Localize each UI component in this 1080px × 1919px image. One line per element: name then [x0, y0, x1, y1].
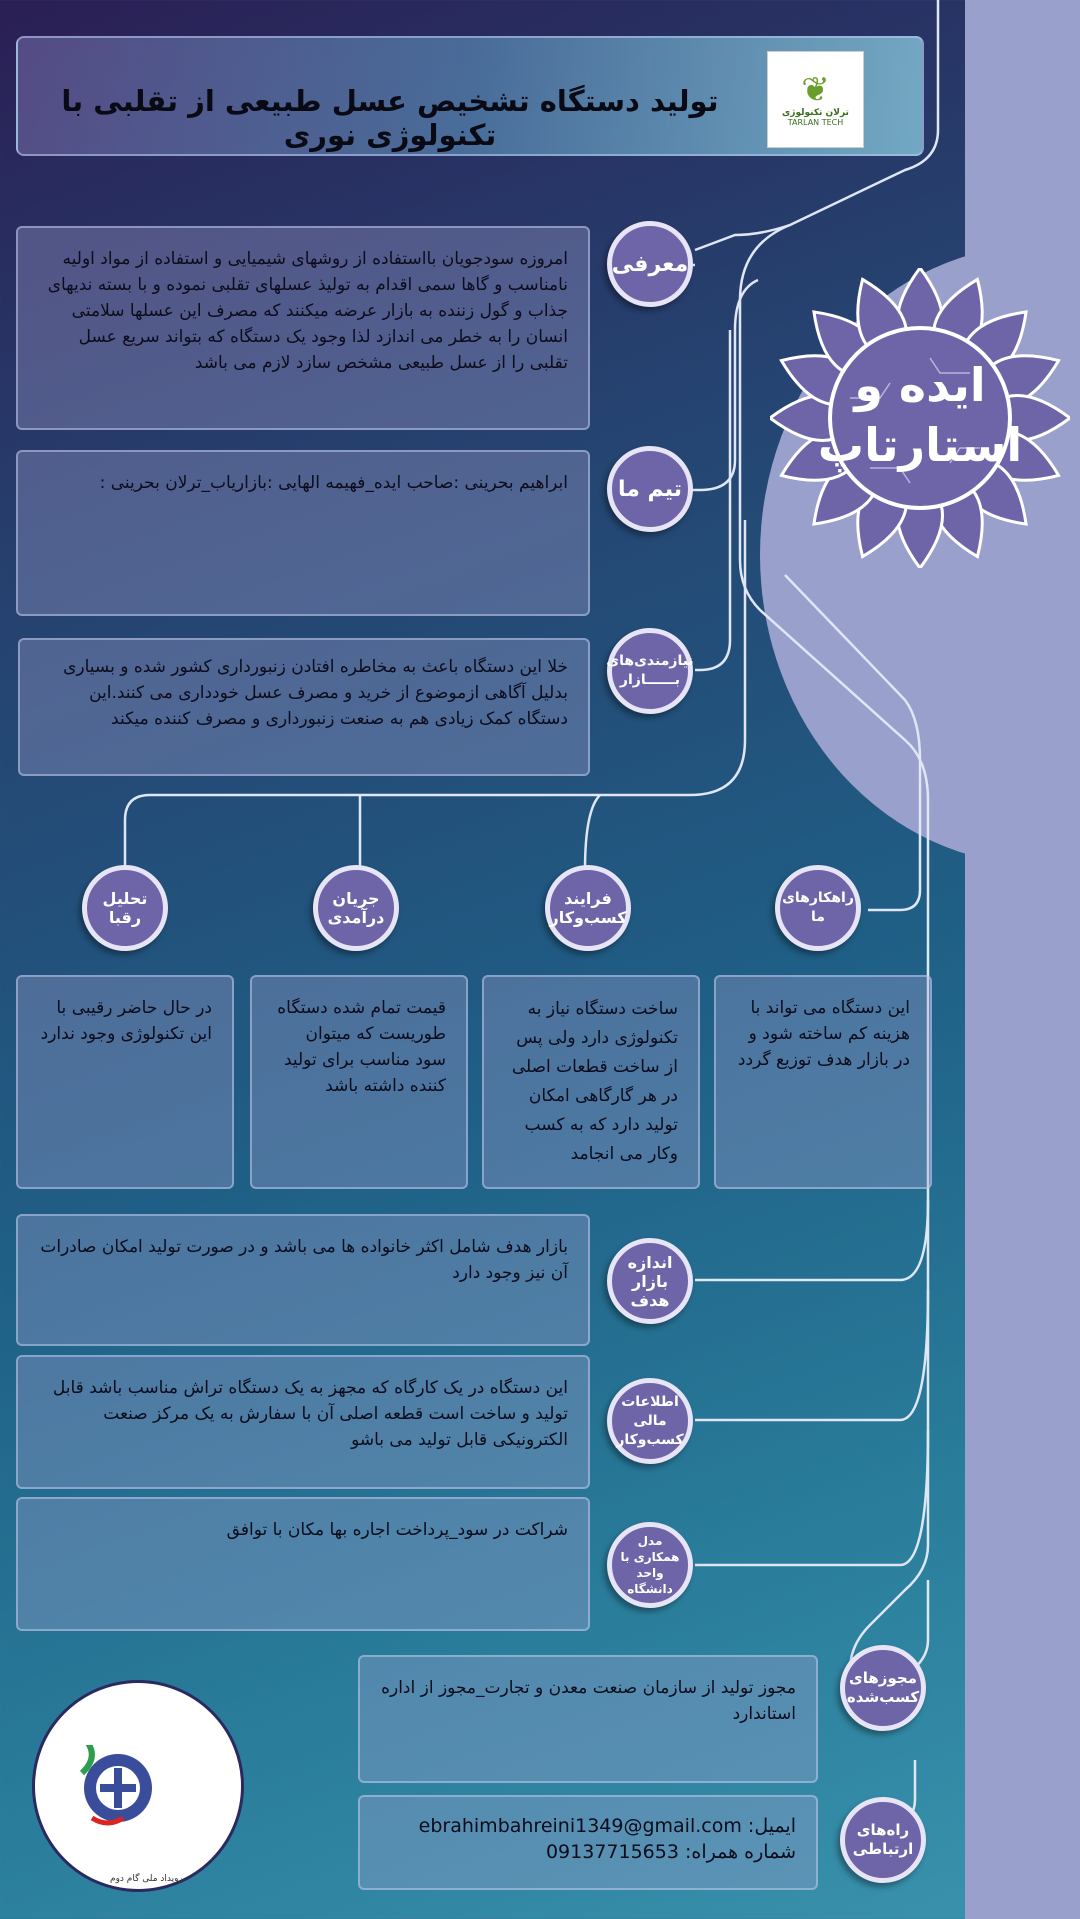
business-process-panel [482, 975, 700, 1189]
revenue-bubble: جریان درآمدی [313, 865, 399, 951]
badge-title [770, 355, 1070, 475]
team-text: ابراهیم بحرینی :صاحب ایده_فهیمه الهایی :بازاریاب_ترلان بحرینی : [99, 473, 568, 493]
page-title: تولید دستگاه تشخیص عسل طبیعی از تقلبی با تکنولوژی نوری [61, 84, 719, 152]
business-process-bubble: فرایند کسب‌وکار [545, 865, 631, 951]
solutions-bubble: راهکارهای ما [775, 865, 861, 951]
competitors-text: در حال حاضر رقیبی با این تکنولوژی وجود ندارد [40, 998, 212, 1044]
leaf-icon: ❦ [801, 70, 830, 110]
phone-label: شماره همراه: [685, 1841, 796, 1863]
email-label: ایمیل: [747, 1815, 796, 1837]
market-size-text: بازار هدف شامل اکثر خانواده ها می باشد و در صورت تولید امکان صادرات آن نیز وجود دارد [40, 1237, 568, 1283]
cooperation-text: شراکت در سود_پرداخت اجاره بها مکان با توافق [226, 1520, 568, 1540]
licenses-panel [358, 1655, 818, 1783]
contact-panel [358, 1795, 818, 1890]
market-needs-bubble: نیازمندی‌های بــــــازار [607, 628, 693, 714]
financial-text: این دستگاه در یک کارگاه که مجهز به یک دستگاه تراش مناسب باشد قابل تولید و ساخت است قطعه اصلی آن با سفارش به یک مرکز صنعت الکترونیکی قابل تولید می باشو [52, 1378, 568, 1450]
email-row [380, 1813, 796, 1839]
revenue-text: قیمت تمام شده دستگاه طوریست که میتوان سود مناسب برای تولید کننده داشته باشد [277, 998, 446, 1096]
licenses-bubble: مجوزهای کسب‌شده [840, 1645, 926, 1731]
company-logo [767, 51, 864, 148]
badge-line-2: استارتاپ [817, 418, 1023, 472]
business-process-text: ساخت دستگاه نیاز به تکنولوژی دارد ولی پس از ساخت قطعات اصلی در هر گارگاهی امکان تولید دارد که به کسب وکار می انجامد [511, 999, 678, 1164]
solutions-text: این دستگاه می تواند با هزینه کم ساخته شود و در بازار هدف توزیع گردد [737, 998, 910, 1070]
logo-subtext: TARLAN TECH [787, 118, 844, 127]
licenses-text: مجوز تولید از سازمان صنعت معدن و تجارت_مجوز از اداره استاندارد [381, 1678, 796, 1724]
solutions-panel [714, 975, 932, 1189]
seal-caption: رویداد ملی گام دوم [110, 1874, 183, 1884]
phone-number[interactable]: 09137715653 [545, 1841, 679, 1863]
cooperation-bubble: مدل همکاری با واحد دانشگاه [607, 1522, 693, 1608]
market-needs-panel [18, 638, 590, 776]
intro-text: امروزه سودجویان بااستفاده از روشهای شیمیایی و استفاده از مواد اولیه نامناسب و گاها سمی اقدام به تولیذ عسلهای تقلبی نموده و با بسته ندیهای جذاب و گول زننده به بازار عرضه میکنند که مصرف این عسلها سلامتی انسان را به خطر می اندازد لذا وجود یک دستگاه که بتواند سریع عسل تقلبی را از عسل طبیعی مشخص سازد لازم می باشد [47, 249, 568, 373]
competitors-bubble: تحلیل رقبا [82, 865, 168, 951]
phone-row [380, 1839, 796, 1865]
university-emblem-icon [75, 1745, 161, 1831]
team-panel [16, 450, 590, 616]
cooperation-panel [16, 1497, 590, 1631]
intro-bubble: معرفی [607, 221, 693, 307]
market-size-bubble: اندازه بازار هدف [607, 1238, 693, 1324]
logo-text: ترلان تکنولوژی [782, 108, 849, 118]
email-link[interactable]: ebrahimbahreini1349@gmail.com [418, 1815, 742, 1837]
competitors-panel [16, 975, 234, 1189]
financial-panel [16, 1355, 590, 1489]
market-needs-text: خلا این دستگاه باعث به مخاطره افتادن زنبورداری کشور شده و بسیاری بدلیل آگاهی ازموضوع از خرید و مصرف عسل خودداری می کنند.این دستگاه کمک زیادی هم به صنعت زنبورداری و مصرف کننده میکند [63, 657, 568, 729]
revenue-panel [250, 975, 468, 1189]
market-size-panel [16, 1214, 590, 1346]
financial-bubble: اطلاعات مالی کسب‌وکار [607, 1378, 693, 1464]
intro-panel [16, 226, 590, 430]
team-bubble: تیم ما [607, 446, 693, 532]
contact-bubble: راه‌های ارتباطی [840, 1797, 926, 1883]
badge-line-1: ایده و [854, 358, 986, 412]
